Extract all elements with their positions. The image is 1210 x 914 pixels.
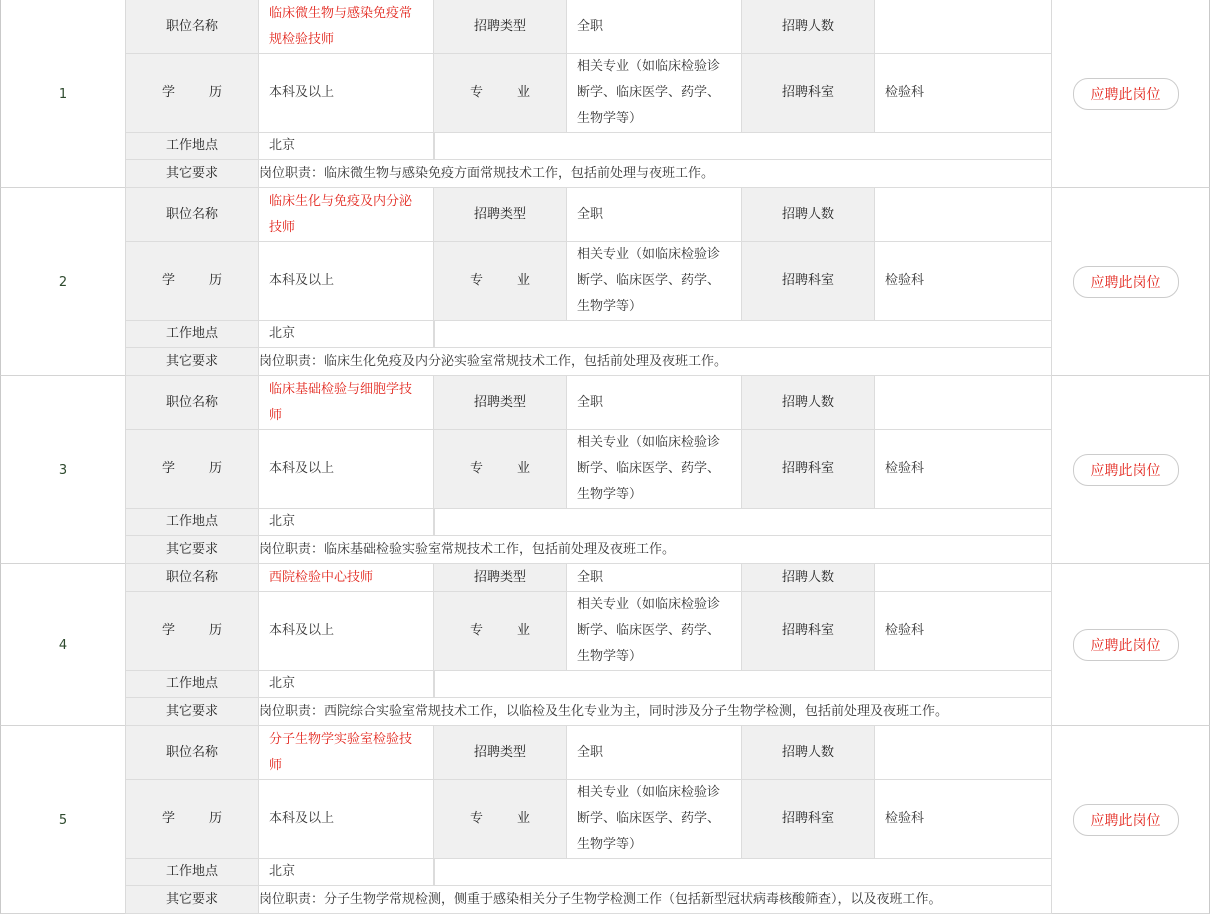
job-detail-grid	[125, 376, 1052, 564]
label-recruit-count: 招聘人数	[742, 188, 875, 241]
education-value: 本科及以上	[259, 592, 434, 670]
label-position-name: 职位名称	[126, 376, 259, 429]
major-value: 相关专业（如临床检验诊 断学、临床医学、药学、 生物学等）	[567, 592, 742, 670]
education-value: 本科及以上	[259, 780, 434, 858]
label-education: 学 历	[126, 592, 259, 670]
label-major: 专 业	[434, 780, 567, 858]
position-title: 临床微生物与感染免疫常 规检验技师	[259, 0, 434, 53]
recruit-type-value: 全职	[567, 564, 742, 591]
location-value: 北京	[259, 859, 434, 885]
position-title: 分子生物学实验室检验技 师	[259, 726, 434, 779]
recruit-type-value: 全职	[567, 726, 742, 779]
location-blank	[434, 671, 1051, 697]
label-department: 招聘科室	[742, 780, 875, 858]
row-location	[126, 509, 1051, 536]
major-value: 相关专业（如临床检验诊 断学、临床医学、药学、 生物学等）	[567, 54, 742, 132]
location-blank	[434, 859, 1051, 885]
recruit-type-value: 全职	[567, 376, 742, 429]
row-other	[126, 160, 1051, 188]
job-index: 5	[58, 812, 68, 828]
apply-column	[1050, 726, 1201, 914]
education-value: 本科及以上	[259, 430, 434, 508]
label-location: 工作地点	[126, 133, 259, 159]
row-location	[126, 671, 1051, 698]
job-detail-grid	[125, 188, 1052, 376]
apply-button[interactable]: 应聘此岗位	[1073, 454, 1179, 486]
label-recruit-type: 招聘类型	[434, 564, 567, 591]
job-block	[0, 188, 1210, 376]
department-value: 检验科	[875, 430, 1051, 508]
label-major: 专 业	[434, 242, 567, 320]
position-title: 临床生化与免疫及内分泌 技师	[259, 188, 434, 241]
apply-column	[1050, 376, 1201, 564]
apply-column	[1050, 564, 1201, 726]
label-position-name: 职位名称	[126, 0, 259, 53]
location-value: 北京	[259, 671, 434, 697]
row-location	[126, 859, 1051, 886]
label-other-requirements: 其它要求	[126, 348, 259, 375]
label-location: 工作地点	[126, 509, 259, 535]
apply-button[interactable]: 应聘此岗位	[1073, 804, 1179, 836]
department-value: 检验科	[875, 54, 1051, 132]
recruit-count-value	[875, 564, 1051, 591]
row-position	[126, 0, 1051, 54]
job-index: 2	[58, 274, 68, 290]
major-value: 相关专业（如临床检验诊 断学、临床医学、药学、 生物学等）	[567, 242, 742, 320]
other-requirements-value: 岗位职责：临床生化免疫及内分泌实验室常规技术工作，包括前处理及夜班工作。	[259, 348, 1051, 375]
label-department: 招聘科室	[742, 430, 875, 508]
location-blank	[434, 321, 1051, 347]
apply-button[interactable]: 应聘此岗位	[1073, 78, 1179, 110]
label-position-name: 职位名称	[126, 188, 259, 241]
row-education	[126, 54, 1051, 133]
label-major: 专 业	[434, 54, 567, 132]
label-education: 学 历	[126, 430, 259, 508]
location-value: 北京	[259, 133, 434, 159]
major-value: 相关专业（如临床检验诊 断学、临床医学、药学、 生物学等）	[567, 780, 742, 858]
job-detail-grid	[125, 726, 1052, 914]
label-recruit-count: 招聘人数	[742, 0, 875, 53]
label-education: 学 历	[126, 242, 259, 320]
department-value: 检验科	[875, 780, 1051, 858]
label-department: 招聘科室	[742, 592, 875, 670]
label-education: 学 历	[126, 54, 259, 132]
row-education	[126, 430, 1051, 509]
label-recruit-type: 招聘类型	[434, 0, 567, 53]
job-index: 4	[58, 637, 68, 653]
row-location	[126, 133, 1051, 160]
location-value: 北京	[259, 321, 434, 347]
row-education	[126, 242, 1051, 321]
location-blank	[434, 133, 1051, 159]
label-recruit-type: 招聘类型	[434, 188, 567, 241]
label-other-requirements: 其它要求	[126, 160, 259, 187]
location-blank	[434, 509, 1051, 535]
other-requirements-value: 岗位职责：西院综合实验室常规技术工作，以临检及生化专业为主，同时涉及分子生物学检测，包括前处理及夜班工作。	[259, 698, 1051, 725]
label-recruit-type: 招聘类型	[434, 726, 567, 779]
row-education	[126, 780, 1051, 859]
position-title: 临床基础检验与细胞学技 师	[259, 376, 434, 429]
job-detail-grid	[125, 0, 1052, 188]
label-recruit-count: 招聘人数	[742, 726, 875, 779]
other-requirements-value: 岗位职责：临床微生物与感染免疫方面常规技术工作，包括前处理与夜班工作。	[259, 160, 1051, 187]
job-detail-grid	[125, 564, 1052, 726]
apply-button[interactable]: 应聘此岗位	[1073, 266, 1179, 298]
row-other	[126, 698, 1051, 726]
job-index: 3	[58, 462, 68, 478]
label-location: 工作地点	[126, 321, 259, 347]
label-recruit-count: 招聘人数	[742, 564, 875, 591]
row-other	[126, 536, 1051, 564]
apply-button[interactable]: 应聘此岗位	[1073, 629, 1179, 661]
recruit-count-value	[875, 188, 1051, 241]
apply-column	[1050, 0, 1201, 188]
recruit-type-value: 全职	[567, 188, 742, 241]
recruit-count-value	[875, 376, 1051, 429]
row-position	[126, 564, 1051, 592]
job-block	[0, 376, 1210, 564]
label-major: 专 业	[434, 430, 567, 508]
job-block	[0, 0, 1210, 188]
recruit-type-value: 全职	[567, 0, 742, 53]
label-position-name: 职位名称	[126, 726, 259, 779]
education-value: 本科及以上	[259, 242, 434, 320]
recruit-count-value	[875, 726, 1051, 779]
row-position	[126, 188, 1051, 242]
department-value: 检验科	[875, 592, 1051, 670]
label-recruit-type: 招聘类型	[434, 376, 567, 429]
label-recruit-count: 招聘人数	[742, 376, 875, 429]
position-title: 西院检验中心技师	[259, 564, 434, 591]
row-location	[126, 321, 1051, 348]
label-location: 工作地点	[126, 671, 259, 697]
label-other-requirements: 其它要求	[126, 886, 259, 913]
label-education: 学 历	[126, 780, 259, 858]
label-department: 招聘科室	[742, 242, 875, 320]
department-value: 检验科	[875, 242, 1051, 320]
label-location: 工作地点	[126, 859, 259, 885]
education-value: 本科及以上	[259, 54, 434, 132]
row-education	[126, 592, 1051, 671]
row-other	[126, 348, 1051, 376]
job-index: 1	[58, 86, 68, 102]
label-department: 招聘科室	[742, 54, 875, 132]
job-block	[0, 726, 1210, 914]
row-position	[126, 376, 1051, 430]
apply-column	[1050, 188, 1201, 376]
major-value: 相关专业（如临床检验诊 断学、临床医学、药学、 生物学等）	[567, 430, 742, 508]
label-other-requirements: 其它要求	[126, 536, 259, 563]
label-position-name: 职位名称	[126, 564, 259, 591]
row-position	[126, 726, 1051, 780]
row-other	[126, 886, 1051, 914]
recruit-count-value	[875, 0, 1051, 53]
job-block	[0, 564, 1210, 726]
location-value: 北京	[259, 509, 434, 535]
other-requirements-value: 岗位职责：分子生物学常规检测，侧重于感染相关分子生物学检测工作（包括新型冠状病毒核酸筛查），以及夜班工作。	[259, 886, 1051, 913]
label-other-requirements: 其它要求	[126, 698, 259, 725]
label-major: 专 业	[434, 592, 567, 670]
other-requirements-value: 岗位职责：临床基础检验实验室常规技术工作，包括前处理及夜班工作。	[259, 536, 1051, 563]
